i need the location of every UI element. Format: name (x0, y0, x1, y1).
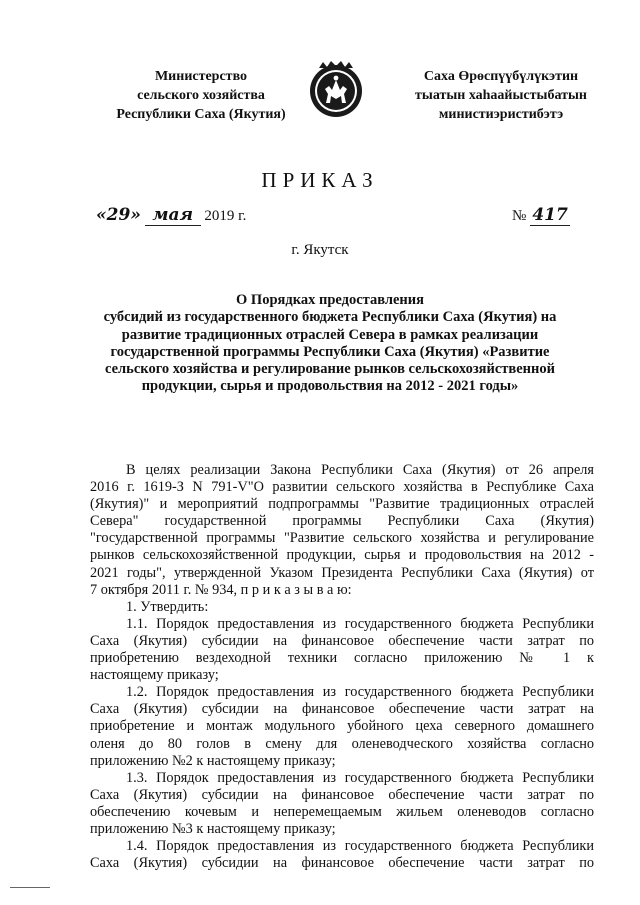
subject-line: государственной программы Республики Саха (Якутия) «Развитие (110, 343, 550, 360)
ministry-name-russian (96, 67, 306, 124)
subject-line: сельского хозяйства и регулирование рынков сельскохозяйственной (105, 361, 555, 378)
body-line: обеспечению кочевым и неперемещаемым жильем оленеводов согласно (90, 803, 594, 820)
ministry-name-line: министиэристибэтэ (438, 107, 564, 122)
body-line: 1. Утвердить: (126, 598, 209, 615)
date-month: мая (145, 205, 201, 226)
body-line: В целях реализации Закона Республики Саха (Якутия) от 26 апреля (126, 462, 594, 478)
body-line: Севера" государственной программы Республики Саха (Якутия) (90, 513, 594, 530)
body-line: 1.3. Порядок предоставления из государственного бюджета Республики (126, 769, 594, 786)
order-number (512, 205, 570, 226)
date-day: 29 (106, 205, 131, 225)
order-body (90, 462, 594, 872)
ministry-name-line: тыатын хаһаайыстыбатын (415, 88, 587, 103)
number-label: № (512, 208, 527, 224)
body-line: Саха (Якутия) субсидии на финансовое обеспечение части затрат по (90, 855, 594, 872)
body-line: 1.2. Порядок предоставления из государственного бюджета Республики (126, 684, 594, 701)
body-line: настоящему приказу; (90, 667, 219, 684)
date-year: 2019 г. (204, 208, 247, 224)
body-line: 1.4. Порядок предоставления из государственного бюджета Республики (126, 838, 594, 855)
footer-rule (10, 887, 50, 888)
ministry-name-line: Министерство (154, 69, 248, 84)
body-line: (Якутия)" и мероприятий подпрограммы "Развитие традиционных отраслей (90, 496, 594, 513)
body-line: Саха (Якутия) субсидии на финансовое обеспечение части затрат по (90, 632, 594, 649)
ministry-name-line: сельского хозяйства (137, 88, 265, 103)
number-value: 417 (530, 205, 570, 226)
body-line: оленя до 80 голов в смену для оленеводческого хозяйства согласно (90, 735, 594, 752)
body-line: 2016 г. 1619-З N 791-V"О развитии сельского хозяйства в Республике Саха (90, 479, 594, 496)
order-date (96, 205, 246, 226)
body-line: рынков сельскохозяйственной продукции, сырья и продовольствия на 2012 - (90, 547, 594, 564)
body-line: приложению №2 к настоящему приказу; (90, 752, 336, 769)
subject-line: субсидий из государственного бюджета Республики Саха (Якутия) на (103, 309, 557, 326)
order-title: ПРИКАЗ (261, 168, 379, 192)
body-line: 2021 годы", утвержденной Указом Президента Республики Саха (Якутия) от (90, 564, 594, 581)
ministry-name-line: Саха Өрөспүүбүлүкэтин (423, 69, 579, 84)
date-close-quote: » (130, 205, 141, 225)
body-line: приобретение и монтаж модульного убойного цеха северного домашнего (90, 718, 594, 735)
body-line: "государственной программы "Развитие сельского хозяйства и регулирование (90, 530, 594, 547)
ministry-name-yakut (396, 67, 606, 124)
body-line: 7 октября 2011 г. № 934, п р и к а з ы в а ю: (90, 581, 352, 598)
body-line: приложению №3 к настоящему приказу; (90, 820, 336, 837)
city: г. Якутск (291, 242, 349, 258)
order-subject (70, 292, 590, 396)
subject-line: О Порядках предоставления (236, 292, 424, 308)
subject-line: продукции, сырья и продовольствия на 2012 - 2021 годы» (141, 378, 519, 395)
coat-of-arms-emblem (309, 60, 363, 120)
subject-line: развитие традиционных отраслей Севера в рамках реализации (121, 326, 539, 343)
body-line: приобретению вездеходной техники согласно приложению № 1 к (90, 650, 594, 667)
body-line: Саха (Якутия) субсидии на финансовое обеспечение части затрат на (90, 701, 594, 718)
ministry-name-line: Республики Саха (Якутия) (116, 107, 286, 122)
body-line: Саха (Якутия) субсидии на финансовое обеспечение части затрат по (90, 786, 594, 803)
body-line: 1.1. Порядок предоставления из государственного бюджета Республики (126, 615, 594, 632)
date-open-quote: « (96, 205, 107, 225)
